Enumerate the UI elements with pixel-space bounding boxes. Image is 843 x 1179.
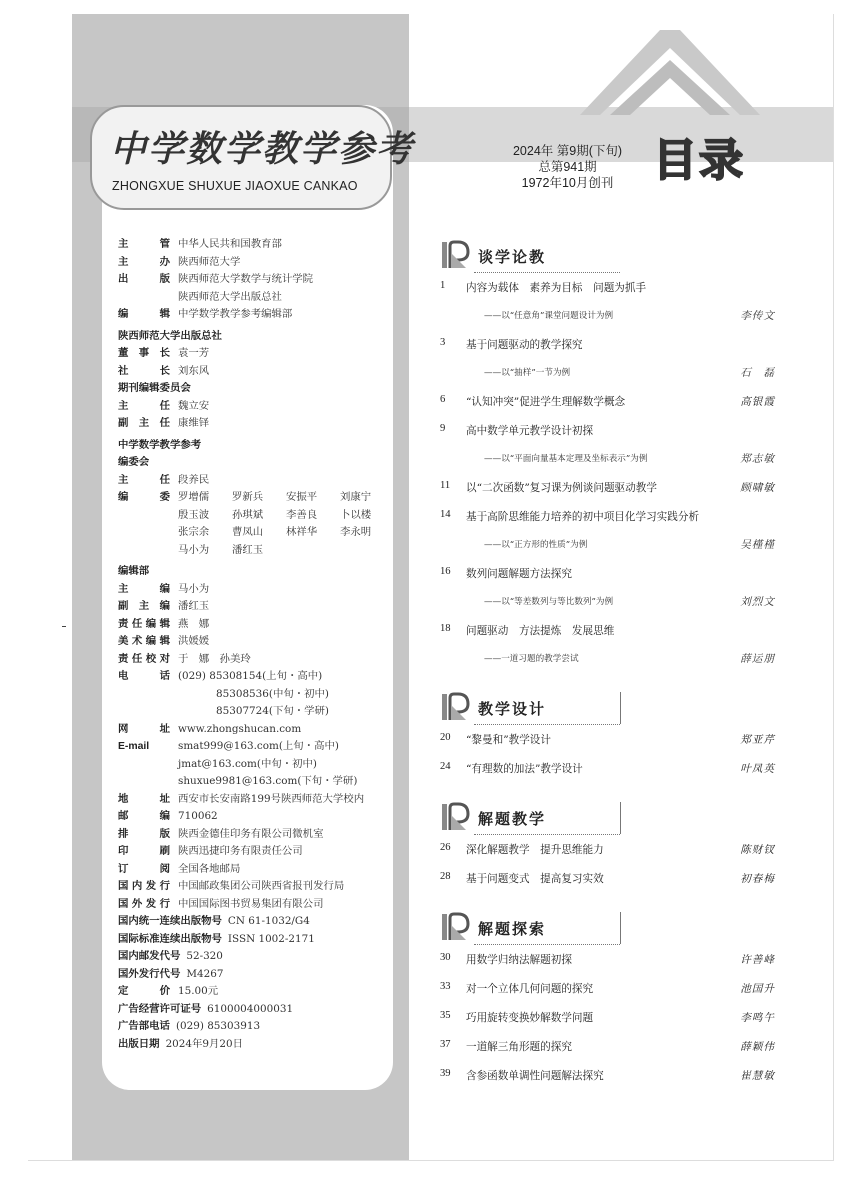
board-member-name: 曹凤山 [232,526,264,538]
info-label: 董 事 长 [118,348,170,359]
toc-article-title: 内容为载体 素养为目标 问题为抓手 [466,282,647,294]
toc-subtitle-row [440,452,775,480]
info-row [118,236,398,254]
toc-page-number: 18 [440,623,451,634]
info-label: 出 版 [118,274,170,285]
section-header [440,234,775,274]
toc-subtitle: ——一道习题的教学尝试 [484,654,579,664]
info-value: 洪媛媛 [178,635,210,647]
section-underline [474,944,620,945]
info-row [118,472,398,490]
info-row [118,791,398,809]
info-row [118,363,398,381]
info-value: 2024年9月20日 [165,1037,244,1050]
info-value: (029) 85303913 [175,1020,261,1032]
toc-article-title: 数列问题解题方法探究 [466,568,572,580]
roof-graphic [570,20,770,115]
board-member-name: 卜以楼 [340,508,372,521]
info-label: 出版日期 [118,1038,160,1050]
info-row [118,254,398,272]
section-underline [474,834,620,835]
website-row [118,721,398,739]
info-row [118,878,398,896]
founding-date: 1972年10月创刊 [521,176,614,190]
board-member-name: 林祥华 [286,526,318,538]
board-member-name: 刘康宁 [340,491,372,503]
board-member-name: 罗新兵 [232,491,264,503]
info-value: 中华人民共和国教育部 [178,238,282,250]
section-header [440,906,775,946]
toc-author: 陈财钗 [740,844,775,856]
toc-entry [440,981,775,1010]
info-row [118,896,398,914]
contents-title [653,135,756,187]
journal-logo-script: 中学数学教学参考 [110,128,415,170]
info-row [118,651,398,669]
toc-author: 高银霞 [740,396,775,408]
info-continuation: 陕西师范大学出版总社 [178,290,282,303]
toc-article-title: 基于问题变式 提高复习实效 [466,873,604,885]
info-row [118,271,398,289]
toc-page-number: 11 [440,480,451,491]
section-title: 解题探索 [478,920,547,938]
toc-page-number: 33 [440,981,451,992]
toc-page-number: 1 [440,280,446,291]
info-section-header: 中学数学教学参考 [118,439,202,451]
info-value: 康维铎 [178,417,210,429]
info-label: 邮 编 [118,811,170,822]
toc-page-number: 14 [440,509,451,520]
section-rule [620,802,621,834]
info-label: E-mail [118,741,150,752]
info-label: 主 任 [118,474,170,486]
toc-entry [440,623,775,652]
toc-author: 石 磊 [740,367,775,379]
info-value: 710062 [178,810,218,822]
info-row [118,415,398,433]
info-value: 中国国际图书贸易集团有限公司 [178,897,324,910]
toc-page-number: 16 [440,566,451,577]
info-value: 中学数学教学参考编辑部 [178,308,293,320]
toc-article-title: 以“二次函数”复习课为例谈问题驱动教学 [466,482,657,494]
toc-entry [440,509,775,538]
toc-page-number: 3 [440,337,446,348]
toc-article-title: 含参函数单调性问题解法探究 [466,1070,604,1082]
issue-total-number: 总第941期 [538,160,597,174]
section-rule [620,912,621,944]
info-row [118,826,398,844]
toc-entry [440,842,775,871]
issue-date: 2024年 第9期(下旬) [512,144,623,158]
info-section-header: 编委会 [118,457,150,468]
section-title: 解题教学 [478,810,547,828]
section-header [440,686,775,726]
toc-subtitle: ——以“平面向量基本定理及坐标表示”为例 [484,454,648,464]
toc-entry [440,480,775,509]
email-line: shuxue9981@163.com(下旬・学研) [178,775,358,787]
board-member-name: 马小为 [178,543,210,556]
info-value: 中国邮政集团公司陕西省报刊发行局 [178,880,345,892]
phone-row [118,668,398,686]
info-row [118,1001,398,1019]
info-row [118,1036,398,1054]
info-label: 副 主 任 [118,418,170,429]
info-value: M4267 [186,967,224,980]
toc-article-title: 用数学归纳法解题初探 [466,954,572,966]
toc-subtitle: ——以“正方形的性质”为例 [484,540,588,550]
info-label: 编 辑 [118,309,170,320]
info-value: 刘东风 [178,364,210,377]
info-row [118,633,398,651]
info-label: 责任校对 [118,653,170,665]
info-label: 订 阅 [118,863,170,875]
toc-entry [440,337,775,366]
toc-page-number: 30 [440,952,451,963]
info-label: 网 址 [118,723,170,735]
info-row [118,966,398,984]
toc-page-number: 39 [440,1068,451,1079]
toc-subtitle-row [440,652,775,680]
info-row [118,1018,398,1036]
toc-author: 刘烈文 [740,596,775,608]
margin-mark [62,626,66,627]
info-label: 地 址 [118,793,170,805]
info-label: 电 话 [118,671,170,682]
toc-author: 顾啸敏 [740,482,775,494]
toc-author: 郑志敏 [740,453,775,465]
toc-page-number: 26 [440,842,451,853]
info-row [118,306,398,324]
section-marker-icon [440,692,470,722]
toc-entry [440,952,775,981]
toc-article-title: “有理数的加法”教学设计 [466,763,583,775]
info-label: 主 管 [118,239,170,250]
board-member-name: 孙琪斌 [232,508,264,521]
toc-entry [440,1010,775,1039]
info-value: 于 娜 孙美玲 [178,652,251,665]
info-row [118,861,398,879]
toc-article-title: “认知冲突”促进学生理解数学概念 [466,396,626,408]
phone-line: 85307724(下旬・学研) [216,705,329,717]
toc-article-title: 巧用旋转变换妙解数学问题 [466,1012,594,1024]
info-row [118,598,398,616]
info-label: 国内邮发代号 [118,951,181,962]
info-value: 陕西师范大学数学与统计学院 [178,273,314,285]
info-value: 陕西迅捷印务有限责任公司 [178,845,303,857]
section-marker-icon [440,802,470,832]
section-marker-icon [440,912,470,942]
toc-subtitle: ——以“等差数列与等比数列”为例 [484,597,614,607]
info-section-header: 编辑部 [118,566,150,577]
toc-page-number: 9 [440,423,446,434]
toc-entry [440,871,775,900]
journal-logo [90,105,415,210]
toc-subtitle-row [440,309,775,337]
board-member-name: 安振平 [286,491,318,503]
section-underline [474,272,620,273]
toc-page-number: 20 [440,732,451,743]
info-value: CN 61-1032/G4 [227,915,310,927]
toc-subtitle: ——以“抽样”一节为例 [484,368,571,378]
info-value: 陕西金德佳印务有限公司微机室 [178,827,324,840]
info-value: 15.00元 [178,985,219,997]
toc-author: 许善峰 [740,954,775,966]
info-label: 主 办 [118,256,170,268]
info-value: 52-320 [186,950,223,962]
toc-subtitle-row [440,595,775,623]
toc-entry [440,732,775,761]
info-row [118,808,398,826]
info-label: 国外发行 [118,898,170,910]
info-label: 印 刷 [118,846,170,857]
toc-subtitle: ——以“任意角”课堂问题设计为例 [484,311,614,321]
board-member-name: 潘红玉 [232,543,264,556]
toc-entry [440,1068,775,1097]
info-row [118,581,398,599]
toc-author: 池国升 [740,983,775,995]
toc-subtitle-row [440,366,775,394]
info-value: 段养民 [178,473,210,486]
info-label: 主 编 [118,583,170,595]
toc-page-number: 37 [440,1039,451,1050]
info-label: 主 任 [118,400,170,412]
toc-article-title: 基于问题驱动的教学探究 [466,339,583,351]
toc-author: 郑亚芹 [740,734,775,746]
price-row [118,983,398,1001]
info-value: 6100004000031 [207,1002,294,1015]
board-member-name: 李永明 [340,526,372,538]
toc-author: 李传文 [740,310,775,322]
journal-logo-pinyin: ZHONGXUE SHUXUE JIAOXUE CANKAO [112,179,358,193]
info-label: 国内发行 [118,881,170,892]
section-underline [474,724,620,725]
phone-line: 85308536(中旬・初中) [216,687,329,700]
email-line: jmat@163.com(中旬・初中) [178,757,317,770]
toc-author: 初春梅 [740,873,775,885]
section-rule [620,692,621,724]
toc-author: 崔慧敏 [740,1070,775,1082]
toc-entry [440,423,775,452]
toc-author: 李鸣午 [740,1012,775,1024]
toc-article-title: 高中数学单元教学设计初探 [466,425,594,437]
toc-entry [440,394,775,423]
toc-page-number: 35 [440,1010,451,1021]
info-value: 全国各地邮局 [178,862,241,875]
toc-page-number: 28 [440,871,451,882]
info-value: 燕 娜 [178,617,210,630]
publication-info [118,236,398,1053]
toc-article-title: 基于高阶思维能力培养的初中项目化学习实践分析 [466,511,700,523]
toc-entry [440,280,775,309]
info-value: 魏立安 [178,399,210,412]
info-label: 国外发行代号 [118,968,181,980]
info-label: 副 主 编 [118,601,170,612]
info-row [118,345,398,363]
info-label: 编 委 [118,492,170,503]
board-member-name: 殷玉波 [178,508,210,521]
info-row [118,948,398,966]
table-of-contents [440,228,775,1097]
toc-page-number: 6 [440,394,446,405]
toc-author: 叶凤英 [740,763,775,775]
info-value: 袁一芳 [178,347,210,359]
toc-article-title: 问题驱动 方法提炼 发展思维 [466,625,615,637]
toc-article-title: 对一个立体几何问题的探究 [466,983,594,995]
toc-subtitle-row [440,538,775,566]
issue-info [500,143,635,191]
toc-author: 薛运朋 [740,653,775,665]
section-title: 谈学论教 [478,248,547,266]
info-label: 社 长 [118,365,170,377]
info-label: 定 价 [118,986,170,997]
info-value: ISSN 1002-2171 [227,932,315,945]
email-row [118,738,398,756]
toc-entry [440,566,775,595]
info-label: 责任编辑 [118,618,170,630]
info-value: 马小为 [178,582,210,595]
toc-author: 薛颖伟 [740,1041,775,1053]
section-marker-icon [440,240,470,270]
toc-article-title: 一道解三角形题的探究 [466,1041,572,1053]
section-title: 教学设计 [478,700,547,718]
board-member-name: 李善良 [286,508,318,521]
board-member-name: 张宗余 [178,526,210,538]
toc-page-number: 24 [440,761,451,772]
info-row [118,616,398,634]
info-value: 西安市长安南路199号陕西师范大学校内 [178,792,365,805]
info-row [118,398,398,416]
info-value: www.zhongshucan.com [178,722,302,735]
info-value: 潘红玉 [178,600,210,612]
contents-title-text: 目录 [653,135,745,186]
info-value: smat999@163.com(上旬・高中) [178,740,339,752]
toc-entry [440,761,775,790]
board-member-name: 罗增儒 [178,491,210,503]
info-row [118,931,398,949]
info-value: 陕西师范大学 [178,255,241,268]
info-label: 排 版 [118,828,170,840]
info-label: 国内统一连续出版物号 [118,916,222,927]
toc-author: 吴槿槿 [740,539,775,551]
info-row [118,913,398,931]
toc-entry [440,1039,775,1068]
toc-article-title: 深化解题教学 提升思维能力 [466,844,604,856]
info-label: 国际标准连续出版物号 [118,933,222,945]
info-section-header: 期刊编辑委员会 [118,383,191,394]
toc-article-title: “黎曼和”教学设计 [466,734,551,746]
info-label: 广告经营许可证号 [118,1003,202,1015]
info-label: 美术编辑 [118,636,170,647]
info-label: 广告部电话 [118,1021,170,1032]
section-header [440,796,775,836]
info-value: (029) 85308154(上旬・高中) [178,670,323,682]
info-section-header: 陕西师范大学出版总社 [118,330,222,342]
info-row [118,843,398,861]
